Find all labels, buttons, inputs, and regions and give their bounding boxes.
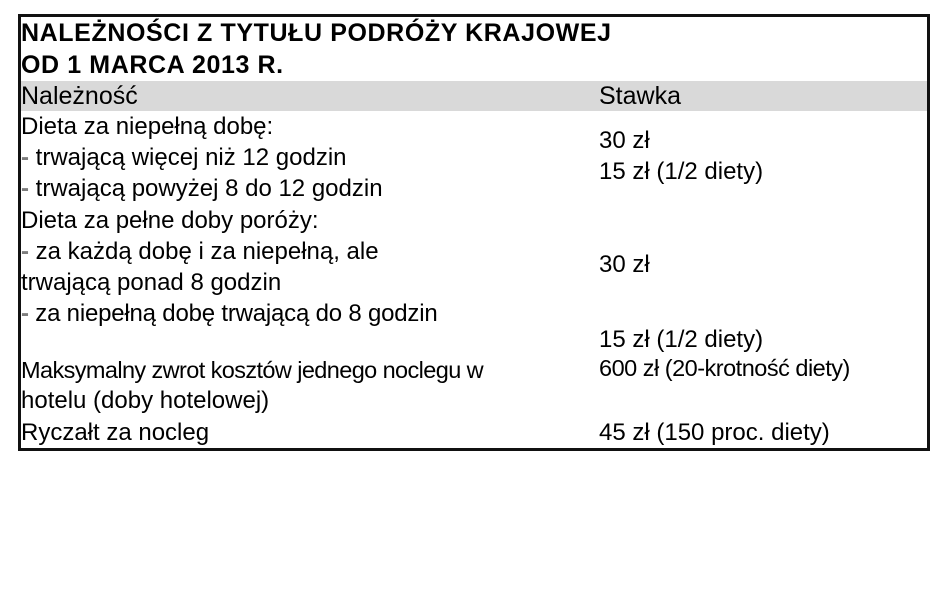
row-4-line-1: Ryczałt za nocleg [21,418,210,446]
row-2-description-cell [21,205,599,355]
rates-table-container [18,14,930,451]
table-row [21,205,927,355]
row-2-line-2: - za każdą dobę i za niepełną, ale [21,237,379,265]
row-2-rate-line-1: 30 zł [599,250,650,278]
row-2-line-4: - za niepełną dobę trwającą do 8 godzin [21,300,438,328]
row-4-rate-line-1: 45 zł (150 proc. diety) [599,418,830,446]
row-1-description-cell [21,111,599,205]
table-title-row [21,17,927,81]
row-1-line-3: - trwającą powyżej 8 do 12 godzin [21,175,383,203]
row-2-line-1: Dieta za pełne doby poróży: [21,206,319,234]
table-row [21,417,927,448]
row-4-rate-cell [599,417,927,448]
table-header-cell-naleznosc [21,81,599,111]
table-header-label-naleznosc: Należność [21,82,138,110]
row-3-line-1: Maksymalny zwrot kosztów jednego noclegu w [21,356,483,383]
table-title-line-1: NALEŻNOŚCI Z TYTUŁU PODRÓŻY KRAJOWEJ [21,19,612,47]
row-2-rate-cell [599,205,927,355]
row-1-line-2: - trwającą więcej niż 12 godzin [21,144,347,172]
row-2-rate-line-2: 15 zł (1/2 diety) [599,325,764,353]
rates-table [21,17,927,448]
row-4-description-cell [21,417,599,448]
row-2-line-3: trwającą ponad 8 godzin [21,268,282,296]
row-3-description-cell [21,355,599,417]
table-header-label-stawka: Stawka [599,82,681,110]
row-3-rate-line-1: 600 zł (20-krotność diety) [599,354,850,381]
table-row [21,355,927,417]
table-row [21,111,927,205]
row-2-rate-spacer-top [599,205,927,249]
table-header-row [21,81,927,111]
row-3-rate-cell [599,355,927,417]
row-3-line-2: hotelu (doby hotelowej) [21,387,270,415]
table-title-cell [21,17,927,81]
row-1-line-1: Dieta za niepełną dobę: [21,113,274,140]
row-1-rate-line-2: 15 zł (1/2 diety) [599,158,764,186]
row-1-rate-cell [599,111,927,205]
table-title-line-2: OD 1 MARCA 2013 R. [21,51,284,79]
table-header-cell-stawka [599,81,927,111]
row-1-rate-spacer [599,111,927,125]
row-1-rate-line-1: 30 zł [599,127,650,154]
row-2-rate-spacer-mid [599,280,927,324]
